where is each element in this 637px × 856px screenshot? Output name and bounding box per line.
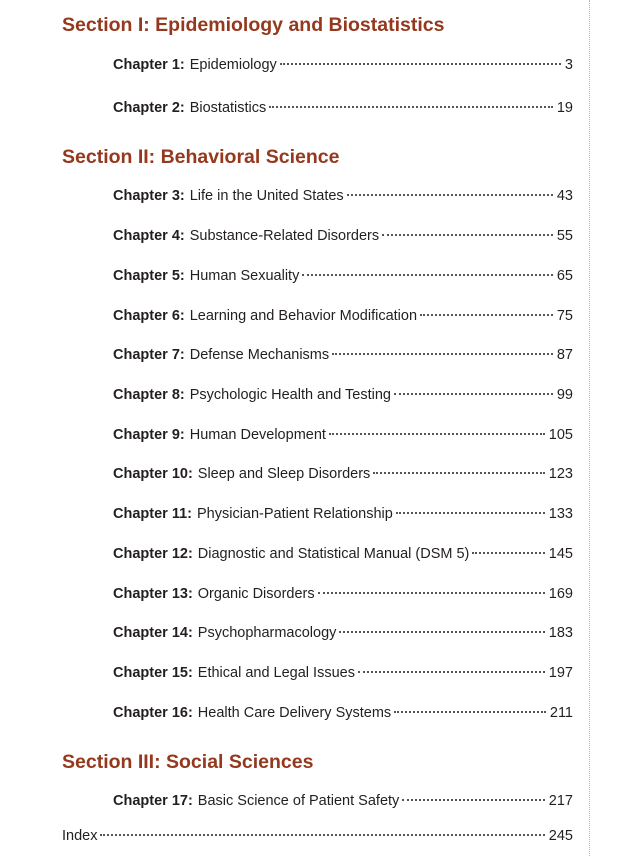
page-number: 245: [548, 828, 573, 844]
chapter-number: Chapter 15:: [113, 665, 193, 681]
chapter-title: Diagnostic and Statistical Manual (DSM 5): [197, 546, 470, 562]
toc-entry-chapter-4[interactable]: [113, 226, 573, 246]
toc-entry-chapter-11[interactable]: [113, 504, 573, 524]
chapter-number: Chapter 13:: [113, 586, 193, 602]
toc-entry-chapter-3[interactable]: [113, 186, 573, 206]
chapter-number: Chapter 6:: [113, 308, 185, 324]
chapter-number: Chapter 14:: [113, 625, 193, 641]
toc-entry-chapter-7[interactable]: [113, 345, 573, 365]
chapter-title: Learning and Behavior Modification: [189, 308, 418, 324]
chapter-title: Basic Science of Patient Safety: [197, 793, 400, 809]
page-number: 19: [556, 100, 573, 116]
chapter-number: Chapter 8:: [113, 387, 185, 403]
dot-leader: [402, 799, 545, 801]
dot-leader: [358, 671, 545, 673]
chapter-title: Epidemiology: [189, 57, 277, 73]
dot-leader: [100, 834, 544, 836]
toc-entry-chapter-9[interactable]: [113, 425, 573, 445]
dot-leader: [472, 552, 544, 554]
dot-leader: [339, 631, 544, 633]
index-label: Index: [62, 828, 98, 844]
chapter-number: Chapter 7:: [113, 347, 185, 363]
page-number: 65: [556, 268, 573, 284]
toc-entry-chapter-14[interactable]: [113, 623, 573, 643]
page-number: 169: [548, 586, 573, 602]
section-heading-2: Section II: Behavioral Science: [62, 146, 340, 168]
toc-entry-chapter-13[interactable]: [113, 584, 573, 604]
page-number: 55: [556, 228, 573, 244]
toc-entry-chapter-8[interactable]: [113, 385, 573, 405]
chapter-title: Ethical and Legal Issues: [197, 665, 355, 681]
page-number: 211: [549, 705, 573, 721]
section-heading-1: Section I: Epidemiology and Biostatistics: [62, 14, 445, 36]
chapter-number: Chapter 16:: [113, 705, 193, 721]
page-number: 75: [556, 308, 573, 324]
toc-entry-chapter-1[interactable]: [113, 55, 573, 75]
page-number: 3: [564, 57, 573, 73]
chapter-title: Human Sexuality: [189, 268, 300, 284]
chapter-title: Physician-Patient Relationship: [196, 506, 393, 522]
chapter-title: Psychologic Health and Testing: [189, 387, 391, 403]
dot-leader: [269, 106, 553, 108]
chapter-title: Sleep and Sleep Disorders: [197, 466, 371, 482]
chapter-title: Organic Disorders: [197, 586, 315, 602]
chapter-number: Chapter 12:: [113, 546, 193, 562]
page-number: 217: [548, 793, 573, 809]
page-number: 197: [548, 665, 573, 681]
dot-leader: [329, 433, 545, 435]
chapter-title: Health Care Delivery Systems: [197, 705, 392, 721]
dot-leader: [373, 472, 545, 474]
toc-entry-chapter-16[interactable]: [113, 703, 573, 723]
chapter-number: Chapter 11:: [113, 506, 192, 522]
page-number: 145: [548, 546, 573, 562]
dot-leader: [280, 63, 561, 65]
toc-entry-chapter-12[interactable]: [113, 544, 573, 564]
chapter-number: Chapter 9:: [113, 427, 185, 443]
dot-leader: [347, 194, 553, 196]
dot-leader: [332, 353, 553, 355]
chapter-number: Chapter 5:: [113, 268, 185, 284]
page-number: 105: [548, 427, 573, 443]
toc-entry-chapter-10[interactable]: [113, 464, 573, 484]
page-number: 87: [556, 347, 573, 363]
chapter-title: Substance-Related Disorders: [189, 228, 380, 244]
toc-entry-chapter-17[interactable]: [113, 791, 573, 811]
dot-leader: [396, 512, 545, 514]
page-number: 133: [548, 506, 573, 522]
chapter-title: Biostatistics: [189, 100, 267, 116]
chapter-title: Psychopharmacology: [197, 625, 337, 641]
chapter-title: Human Development: [189, 427, 326, 443]
toc-entry-chapter-6[interactable]: [113, 306, 573, 326]
toc-entry-chapter-15[interactable]: [113, 663, 573, 683]
chapter-title: Defense Mechanisms: [189, 347, 330, 363]
dot-leader: [420, 314, 553, 316]
toc-entry-chapter-5[interactable]: [113, 266, 573, 286]
toc-entry-chapter-2[interactable]: [113, 98, 573, 118]
page-number: 43: [556, 188, 573, 204]
dot-leader: [394, 393, 553, 395]
chapter-number: Chapter 4:: [113, 228, 185, 244]
dot-leader: [382, 234, 553, 236]
page-number: 123: [548, 466, 573, 482]
chapter-number: Chapter 1:: [113, 57, 185, 73]
dot-leader: [318, 592, 545, 594]
dot-leader: [302, 274, 553, 276]
chapter-number: Chapter 10:: [113, 466, 193, 482]
toc-entry-index[interactable]: [62, 826, 573, 846]
chapter-title: Life in the United States: [189, 188, 344, 204]
chapter-number: Chapter 17:: [113, 793, 193, 809]
page-number: 99: [556, 387, 573, 403]
chapter-number: Chapter 3:: [113, 188, 185, 204]
dot-leader: [394, 711, 546, 713]
section-heading-3: Section III: Social Sciences: [62, 751, 314, 773]
page-number: 183: [548, 625, 573, 641]
chapter-number: Chapter 2:: [113, 100, 185, 116]
dotted-margin-rule: [589, 0, 590, 856]
